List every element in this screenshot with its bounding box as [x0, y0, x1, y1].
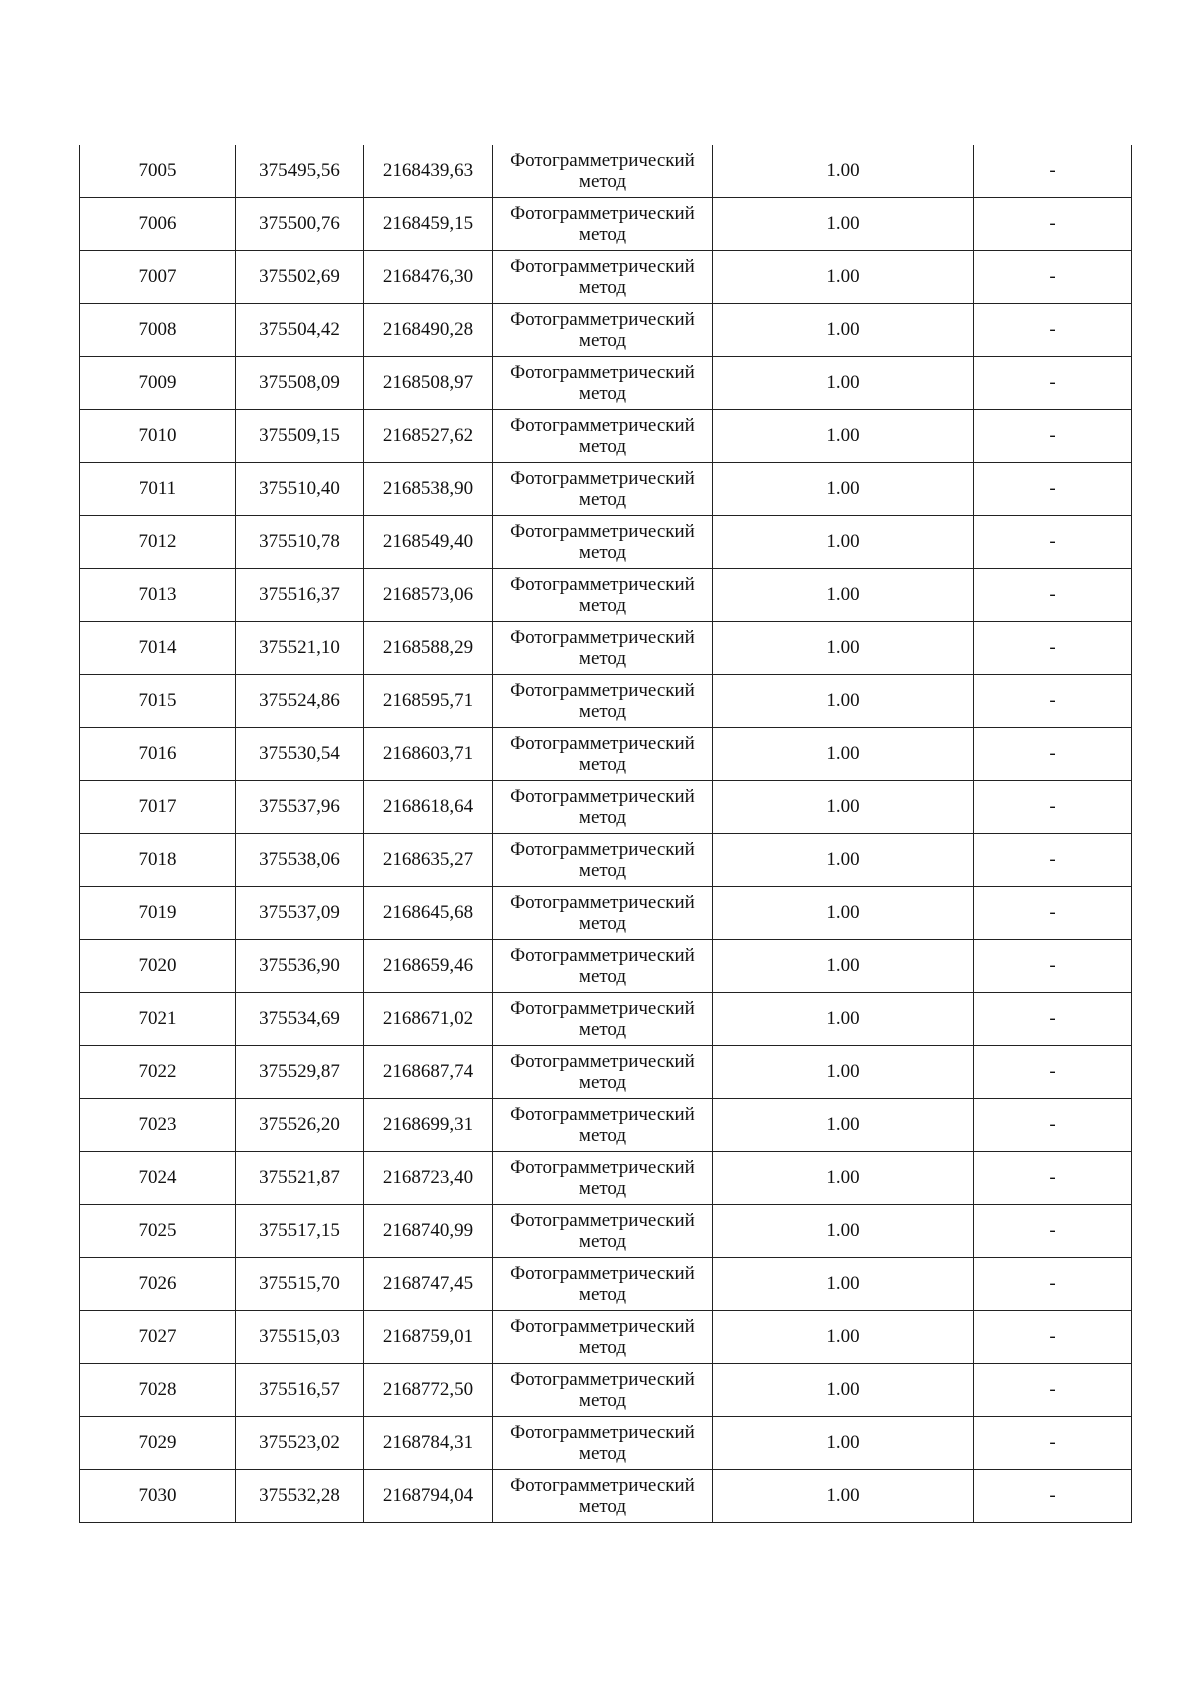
table-row: [80, 781, 1132, 834]
method-cell: [493, 993, 713, 1046]
method-line-1: Фотограмметрический: [510, 1316, 695, 1337]
point-number-cell: 7008: [80, 304, 236, 357]
accuracy-cell: 1.00: [713, 463, 974, 516]
point-number-cell: 7023: [80, 1099, 236, 1152]
method-line-1: Фотограмметрический: [510, 945, 695, 966]
note-cell: -: [974, 1205, 1132, 1258]
point-number-cell: 7030: [80, 1470, 236, 1523]
table-row: [80, 304, 1132, 357]
table-row: [80, 463, 1132, 516]
method-cell: [493, 463, 713, 516]
x-coordinate-cell: 375521,10: [236, 622, 364, 675]
note-cell: -: [974, 1417, 1132, 1470]
method-line-2: метод: [578, 1019, 627, 1040]
accuracy-cell: 1.00: [713, 1205, 974, 1258]
method-line-2: метод: [578, 489, 627, 510]
accuracy-cell: 1.00: [713, 569, 974, 622]
method-line-2: метод: [578, 807, 627, 828]
note-cell: -: [974, 728, 1132, 781]
point-number-cell: 7020: [80, 940, 236, 993]
y-coordinate-cell: 2168747,45: [364, 1258, 493, 1311]
accuracy-cell: 1.00: [713, 675, 974, 728]
method-line-2: метод: [578, 1390, 627, 1411]
y-coordinate-cell: 2168659,46: [364, 940, 493, 993]
point-number-cell: 7022: [80, 1046, 236, 1099]
y-coordinate-cell: 2168476,30: [364, 251, 493, 304]
accuracy-cell: 1.00: [713, 410, 974, 463]
point-number-cell: 7027: [80, 1311, 236, 1364]
accuracy-cell: 1.00: [713, 1417, 974, 1470]
method-line-2: метод: [578, 542, 627, 563]
accuracy-cell: 1.00: [713, 834, 974, 887]
table-row: [80, 516, 1132, 569]
y-coordinate-cell: 2168671,02: [364, 993, 493, 1046]
table-row: [80, 834, 1132, 887]
x-coordinate-cell: 375516,37: [236, 569, 364, 622]
method-cell: [493, 675, 713, 728]
point-number-cell: 7029: [80, 1417, 236, 1470]
note-cell: -: [974, 940, 1132, 993]
accuracy-cell: 1.00: [713, 993, 974, 1046]
x-coordinate-cell: 375515,03: [236, 1311, 364, 1364]
point-number-cell: 7019: [80, 887, 236, 940]
method-line-1: Фотограмметрический: [510, 256, 695, 277]
method-line-1: Фотограмметрический: [510, 1157, 695, 1178]
method-cell: [493, 1417, 713, 1470]
note-cell: -: [974, 781, 1132, 834]
y-coordinate-cell: 2168573,06: [364, 569, 493, 622]
y-coordinate-cell: 2168508,97: [364, 357, 493, 410]
accuracy-cell: 1.00: [713, 1470, 974, 1523]
method-line-2: метод: [578, 1337, 627, 1358]
x-coordinate-cell: 375521,87: [236, 1152, 364, 1205]
y-coordinate-cell: 2168772,50: [364, 1364, 493, 1417]
method-line-2: метод: [578, 595, 627, 616]
note-cell: -: [974, 410, 1132, 463]
accuracy-cell: 1.00: [713, 198, 974, 251]
accuracy-cell: 1.00: [713, 251, 974, 304]
x-coordinate-cell: 375510,40: [236, 463, 364, 516]
method-cell: [493, 410, 713, 463]
method-line-1: Фотограмметрический: [510, 150, 695, 171]
point-number-cell: 7015: [80, 675, 236, 728]
method-cell: [493, 1364, 713, 1417]
point-number-cell: 7025: [80, 1205, 236, 1258]
method-line-2: метод: [578, 1284, 627, 1305]
x-coordinate-cell: 375524,86: [236, 675, 364, 728]
accuracy-cell: 1.00: [713, 622, 974, 675]
method-line-1: Фотограмметрический: [510, 1104, 695, 1125]
method-line-2: метод: [578, 1443, 627, 1464]
y-coordinate-cell: 2168645,68: [364, 887, 493, 940]
point-number-cell: 7012: [80, 516, 236, 569]
note-cell: -: [974, 1470, 1132, 1523]
accuracy-cell: 1.00: [713, 357, 974, 410]
method-line-2: метод: [578, 966, 627, 987]
method-line-1: Фотограмметрический: [510, 680, 695, 701]
coordinates-table-body: [80, 145, 1132, 1523]
method-line-2: метод: [578, 648, 627, 669]
method-line-1: Фотограмметрический: [510, 574, 695, 595]
y-coordinate-cell: 2168588,29: [364, 622, 493, 675]
point-number-cell: 7006: [80, 198, 236, 251]
y-coordinate-cell: 2168595,71: [364, 675, 493, 728]
y-coordinate-cell: 2168794,04: [364, 1470, 493, 1523]
accuracy-cell: 1.00: [713, 1152, 974, 1205]
table-row: [80, 198, 1132, 251]
method-cell: [493, 1046, 713, 1099]
point-number-cell: 7018: [80, 834, 236, 887]
accuracy-cell: 1.00: [713, 1099, 974, 1152]
table-row: [80, 1205, 1132, 1258]
table-row: [80, 410, 1132, 463]
method-line-2: метод: [578, 1231, 627, 1252]
method-cell: [493, 834, 713, 887]
x-coordinate-cell: 375538,06: [236, 834, 364, 887]
note-cell: -: [974, 463, 1132, 516]
accuracy-cell: 1.00: [713, 1364, 974, 1417]
method-line-1: Фотограмметрический: [510, 468, 695, 489]
table-row: [80, 887, 1132, 940]
point-number-cell: 7005: [80, 145, 236, 198]
point-number-cell: 7021: [80, 993, 236, 1046]
y-coordinate-cell: 2168759,01: [364, 1311, 493, 1364]
x-coordinate-cell: 375517,15: [236, 1205, 364, 1258]
y-coordinate-cell: 2168490,28: [364, 304, 493, 357]
method-cell: [493, 887, 713, 940]
x-coordinate-cell: 375537,96: [236, 781, 364, 834]
method-cell: [493, 145, 713, 198]
table-row: [80, 940, 1132, 993]
method-line-2: метод: [578, 171, 627, 192]
point-number-cell: 7016: [80, 728, 236, 781]
method-cell: [493, 940, 713, 993]
y-coordinate-cell: 2168439,63: [364, 145, 493, 198]
note-cell: -: [974, 1311, 1132, 1364]
x-coordinate-cell: 375516,57: [236, 1364, 364, 1417]
method-line-1: Фотограмметрический: [510, 362, 695, 383]
method-line-1: Фотограмметрический: [510, 1475, 695, 1496]
method-cell: [493, 781, 713, 834]
point-number-cell: 7009: [80, 357, 236, 410]
table-row: [80, 1152, 1132, 1205]
table-row: [80, 251, 1132, 304]
method-line-1: Фотограмметрический: [510, 1210, 695, 1231]
table-row: [80, 1417, 1132, 1470]
method-line-1: Фотограмметрический: [510, 839, 695, 860]
x-coordinate-cell: 375500,76: [236, 198, 364, 251]
method-cell: [493, 516, 713, 569]
point-number-cell: 7011: [80, 463, 236, 516]
x-coordinate-cell: 375508,09: [236, 357, 364, 410]
x-coordinate-cell: 375537,09: [236, 887, 364, 940]
method-line-1: Фотограмметрический: [510, 309, 695, 330]
method-line-2: метод: [578, 701, 627, 722]
table-row: [80, 1311, 1132, 1364]
x-coordinate-cell: 375510,78: [236, 516, 364, 569]
method-line-2: метод: [578, 330, 627, 351]
method-cell: [493, 1311, 713, 1364]
x-coordinate-cell: 375495,56: [236, 145, 364, 198]
method-line-1: Фотограмметрический: [510, 1263, 695, 1284]
table-row: [80, 357, 1132, 410]
x-coordinate-cell: 375523,02: [236, 1417, 364, 1470]
point-number-cell: 7024: [80, 1152, 236, 1205]
note-cell: -: [974, 622, 1132, 675]
method-line-2: метод: [578, 1072, 627, 1093]
note-cell: -: [974, 304, 1132, 357]
point-number-cell: 7014: [80, 622, 236, 675]
note-cell: -: [974, 1152, 1132, 1205]
method-line-1: Фотограмметрический: [510, 1422, 695, 1443]
table-row: [80, 1364, 1132, 1417]
note-cell: -: [974, 834, 1132, 887]
accuracy-cell: 1.00: [713, 1046, 974, 1099]
method-line-2: метод: [578, 754, 627, 775]
method-line-1: Фотограмметрический: [510, 892, 695, 913]
note-cell: -: [974, 516, 1132, 569]
method-cell: [493, 251, 713, 304]
method-line-2: метод: [578, 224, 627, 245]
y-coordinate-cell: 2168699,31: [364, 1099, 493, 1152]
accuracy-cell: 1.00: [713, 781, 974, 834]
method-cell: [493, 1099, 713, 1152]
point-number-cell: 7013: [80, 569, 236, 622]
note-cell: -: [974, 1258, 1132, 1311]
note-cell: -: [974, 1099, 1132, 1152]
method-line-1: Фотограмметрический: [510, 203, 695, 224]
x-coordinate-cell: 375532,28: [236, 1470, 364, 1523]
method-cell: [493, 357, 713, 410]
method-cell: [493, 622, 713, 675]
method-line-1: Фотограмметрический: [510, 415, 695, 436]
note-cell: -: [974, 675, 1132, 728]
method-line-1: Фотограмметрический: [510, 786, 695, 807]
y-coordinate-cell: 2168723,40: [364, 1152, 493, 1205]
y-coordinate-cell: 2168784,31: [364, 1417, 493, 1470]
y-coordinate-cell: 2168527,62: [364, 410, 493, 463]
method-line-2: метод: [578, 913, 627, 934]
accuracy-cell: 1.00: [713, 728, 974, 781]
x-coordinate-cell: 375526,20: [236, 1099, 364, 1152]
note-cell: -: [974, 993, 1132, 1046]
method-cell: [493, 728, 713, 781]
x-coordinate-cell: 375529,87: [236, 1046, 364, 1099]
table-row: [80, 569, 1132, 622]
y-coordinate-cell: 2168459,15: [364, 198, 493, 251]
point-number-cell: 7026: [80, 1258, 236, 1311]
accuracy-cell: 1.00: [713, 1258, 974, 1311]
accuracy-cell: 1.00: [713, 940, 974, 993]
x-coordinate-cell: 375534,69: [236, 993, 364, 1046]
x-coordinate-cell: 375509,15: [236, 410, 364, 463]
y-coordinate-cell: 2168603,71: [364, 728, 493, 781]
note-cell: -: [974, 1364, 1132, 1417]
accuracy-cell: 1.00: [713, 145, 974, 198]
method-line-2: метод: [578, 1125, 627, 1146]
accuracy-cell: 1.00: [713, 1311, 974, 1364]
method-cell: [493, 1205, 713, 1258]
table-row: [80, 1099, 1132, 1152]
x-coordinate-cell: 375515,70: [236, 1258, 364, 1311]
note-cell: -: [974, 251, 1132, 304]
table-row: [80, 675, 1132, 728]
table-row: [80, 1258, 1132, 1311]
method-cell: [493, 1258, 713, 1311]
method-line-2: метод: [578, 436, 627, 457]
method-cell: [493, 1152, 713, 1205]
coordinates-table: [79, 145, 1132, 1523]
table-row: [80, 145, 1132, 198]
y-coordinate-cell: 2168549,40: [364, 516, 493, 569]
note-cell: -: [974, 569, 1132, 622]
table-row: [80, 622, 1132, 675]
note-cell: -: [974, 357, 1132, 410]
method-line-1: Фотограмметрический: [510, 998, 695, 1019]
point-number-cell: 7007: [80, 251, 236, 304]
method-line-1: Фотограмметрический: [510, 1369, 695, 1390]
y-coordinate-cell: 2168538,90: [364, 463, 493, 516]
method-line-1: Фотограмметрический: [510, 627, 695, 648]
note-cell: -: [974, 145, 1132, 198]
accuracy-cell: 1.00: [713, 516, 974, 569]
method-line-2: метод: [578, 1496, 627, 1517]
note-cell: -: [974, 887, 1132, 940]
method-line-2: метод: [578, 860, 627, 881]
point-number-cell: 7010: [80, 410, 236, 463]
table-row: [80, 1046, 1132, 1099]
point-number-cell: 7017: [80, 781, 236, 834]
method-cell: [493, 198, 713, 251]
method-line-2: метод: [578, 383, 627, 404]
method-line-1: Фотограмметрический: [510, 1051, 695, 1072]
x-coordinate-cell: 375536,90: [236, 940, 364, 993]
x-coordinate-cell: 375504,42: [236, 304, 364, 357]
table-row: [80, 993, 1132, 1046]
table-row: [80, 1470, 1132, 1523]
method-cell: [493, 1470, 713, 1523]
method-line-2: метод: [578, 277, 627, 298]
accuracy-cell: 1.00: [713, 304, 974, 357]
y-coordinate-cell: 2168618,64: [364, 781, 493, 834]
x-coordinate-cell: 375530,54: [236, 728, 364, 781]
y-coordinate-cell: 2168740,99: [364, 1205, 493, 1258]
method-line-2: метод: [578, 1178, 627, 1199]
note-cell: -: [974, 1046, 1132, 1099]
point-number-cell: 7028: [80, 1364, 236, 1417]
method-cell: [493, 304, 713, 357]
y-coordinate-cell: 2168635,27: [364, 834, 493, 887]
y-coordinate-cell: 2168687,74: [364, 1046, 493, 1099]
method-line-1: Фотограмметрический: [510, 733, 695, 754]
method-line-1: Фотограмметрический: [510, 521, 695, 542]
accuracy-cell: 1.00: [713, 887, 974, 940]
note-cell: -: [974, 198, 1132, 251]
table-row: [80, 728, 1132, 781]
x-coordinate-cell: 375502,69: [236, 251, 364, 304]
method-cell: [493, 569, 713, 622]
